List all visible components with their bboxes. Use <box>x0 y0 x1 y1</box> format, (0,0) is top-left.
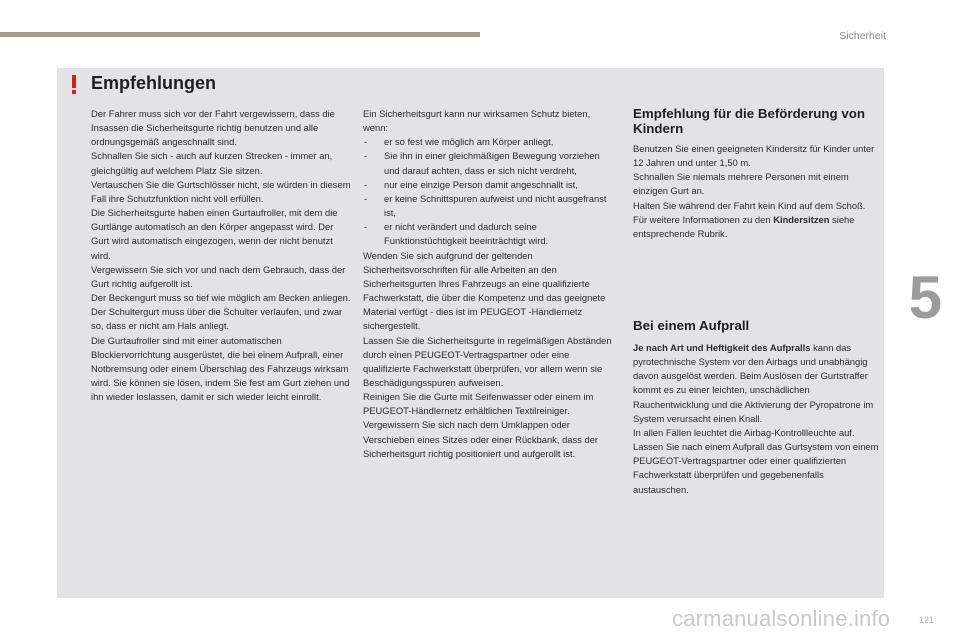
children-heading: Empfehlung für die Beförderung von Kindern <box>633 106 865 136</box>
paragraph: Der Beckengurt muss so tief wie möglich am Becken anliegen. <box>91 292 351 304</box>
paragraph: Vergewissern Sie sich nach dem Umklappen oder Verschieben eines Sitzes oder einer Rückbank, dass der Sicherheitsgurt richtig positioniert und aufgerollt ist. <box>363 419 599 459</box>
paragraph: Schnallen Sie niemals mehrere Personen mit einem einzigen Gurt an. <box>633 171 849 197</box>
paragraph: Lassen Sie die Sicherheitsgurte in regelmäßigen Abständen durch einen PEUGEOT-Vertragspartner oder eine qualifizierte Fachwerkstatt überprüfen, vor allem wenn sie Beschädigungsspuren aufweisen. <box>363 334 612 388</box>
list-item-text: er so fest wie möglich am Körper anliegt, <box>384 136 554 148</box>
paragraph: In allen Fällen leuchtet die Airbag-Kontrollleuchte auf. <box>633 426 855 438</box>
exclamation-icon <box>66 73 82 95</box>
paragraph: Reinigen Sie die Gurte mit Seifenwasser oder einem im PEUGEOT-Händlernetz erhältlichen Textilreiniger. <box>363 391 594 417</box>
paragraph: Der Fahrer muss sich vor der Fahrt vergewissern, dass die Insassen die Sicherheitsgurte richtig benutzen und alle ordnungsgemäß angeschnallt sind. <box>91 108 335 148</box>
watermark: carmanualsonline.info <box>672 606 891 631</box>
paragraph: Wenden Sie sich aufgrund der geltenden Sicherheitsvorschriften für alle Arbeiten an den Sicherheitsgurten Ihres Fahrzeugs an eine qualifizierte Fachwerkstatt, die über die Kompetenz und das geeignete Material verfügt - dies ist im PEUGEOT -Händlernetz sichergestellt. <box>363 249 606 332</box>
paragraph: Benutzen Sie einen geeigneten Kindersitz für Kinder unter 12 Jahren und unter 1,50 m. <box>633 143 875 169</box>
accident-heading: Bei einem Aufprall <box>633 318 750 333</box>
list-item <box>363 149 613 177</box>
list-item <box>363 135 613 149</box>
paragraph: Vertauschen Sie die Gurtschlösser nicht, sie würden in diesem Fall ihre Schutzfunktion nicht voll erfüllen. <box>91 178 351 204</box>
chapter-number: 5 <box>908 264 942 331</box>
page-number: 121 <box>918 615 934 625</box>
paragraph: Schnallen Sie sich - auch auf kurzen Strecken - immer an, gleichgültig auf welchem Platz Sie sitzen. <box>91 150 333 176</box>
dash-bullet: - <box>364 178 368 190</box>
header-accent-bar <box>0 32 480 37</box>
paragraph: Vergewissern Sie sich vor und nach dem Gebrauch, dass der Gurt richtig aufgerollt ist. <box>91 263 346 289</box>
paragraph: Die Sicherheitsgurte haben einen Gurtaufroller, mit dem die Gurtlänge automatisch an den Körper angepasst wird. Der Gurt wird automatisch eingezogen, wenn der nicht benutzt wird. <box>91 207 338 261</box>
paragraph: Die Gurtaufroller sind mit einer automatischen Blockiervorrichtung ausgerüstet, die bei einem Aufprall, einer Notbremsung oder einem Überschlag des Fahrzeugs wirksam wird. Sie können sie lösen, indem Sie fest am Gurt ziehen und ihn wieder loslassen, damit er sich wieder leicht einrollt. <box>91 334 350 403</box>
paragraph <box>633 213 881 241</box>
accident-section <box>633 341 881 497</box>
list-item-text: Sie ihn in einer gleichmäßigen Bewegung vorziehen und darauf achten, dass er sich nicht verdreht, <box>384 150 600 176</box>
dash-bullet: - <box>364 150 368 162</box>
info-bold: Kindersitzen <box>773 213 830 225</box>
intro-text: Ein Sicherheitsgurt kann nur wirksamen Schutz bieten, wenn: <box>363 108 591 134</box>
lead-bold: Je nach Art und Heftigkeit des Aufpralls <box>633 342 811 353</box>
panel-title: Empfehlungen <box>91 73 216 93</box>
dash-bullet: - <box>364 192 368 204</box>
list-item-text: er keine Schnittspuren aufweist und nicht ausgefranst ist, <box>384 192 607 219</box>
paragraph: Der Schultergurt muss über die Schulter verlaufen, und zwar so, dass er nicht am Hals anliegt. <box>91 306 343 332</box>
paragraph: Lassen Sie nach einem Aufprall das Gurtsystem von einem PEUGEOT-Vertragspartner oder einer qualifizierten Fachwerkstatt überprüfen und gegebenenfalls austauschen. <box>633 441 879 495</box>
info-suffix: siehe entsprechende Rubrik. <box>633 213 855 239</box>
section-title: Sicherheit <box>839 30 886 42</box>
list-item-text: nur eine einzige Person damit angeschnallt ist, <box>384 178 578 190</box>
info-prefix: Für weitere Informationen zu den <box>633 213 774 225</box>
paragraph: Halten Sie während der Fahrt kein Kind auf dem Schoß. <box>633 199 866 211</box>
children-section <box>633 142 881 241</box>
dash-bullet: - <box>364 221 368 233</box>
list-item <box>363 178 613 192</box>
list-item <box>363 220 613 248</box>
dash-bullet: - <box>364 136 368 148</box>
column-2 <box>363 107 613 461</box>
column-1 <box>91 107 351 404</box>
list-item-text: er nicht verändert und dadurch seine Funktionstüchtigkeit beeinträchtigt wird. <box>384 221 549 247</box>
paragraph <box>633 341 881 426</box>
lead-rest: kann das pyrotechnische System vor den Airbags und unabhängig davon ausgelöst werden. Beim Auslösen der Gurtstraffer kommt es zu einer leichten, unschädlichen Rauchentwicklung und die Aktivierung der Pyropatrone im System verursacht einen Knall. <box>633 342 874 424</box>
list-item <box>363 192 613 220</box>
